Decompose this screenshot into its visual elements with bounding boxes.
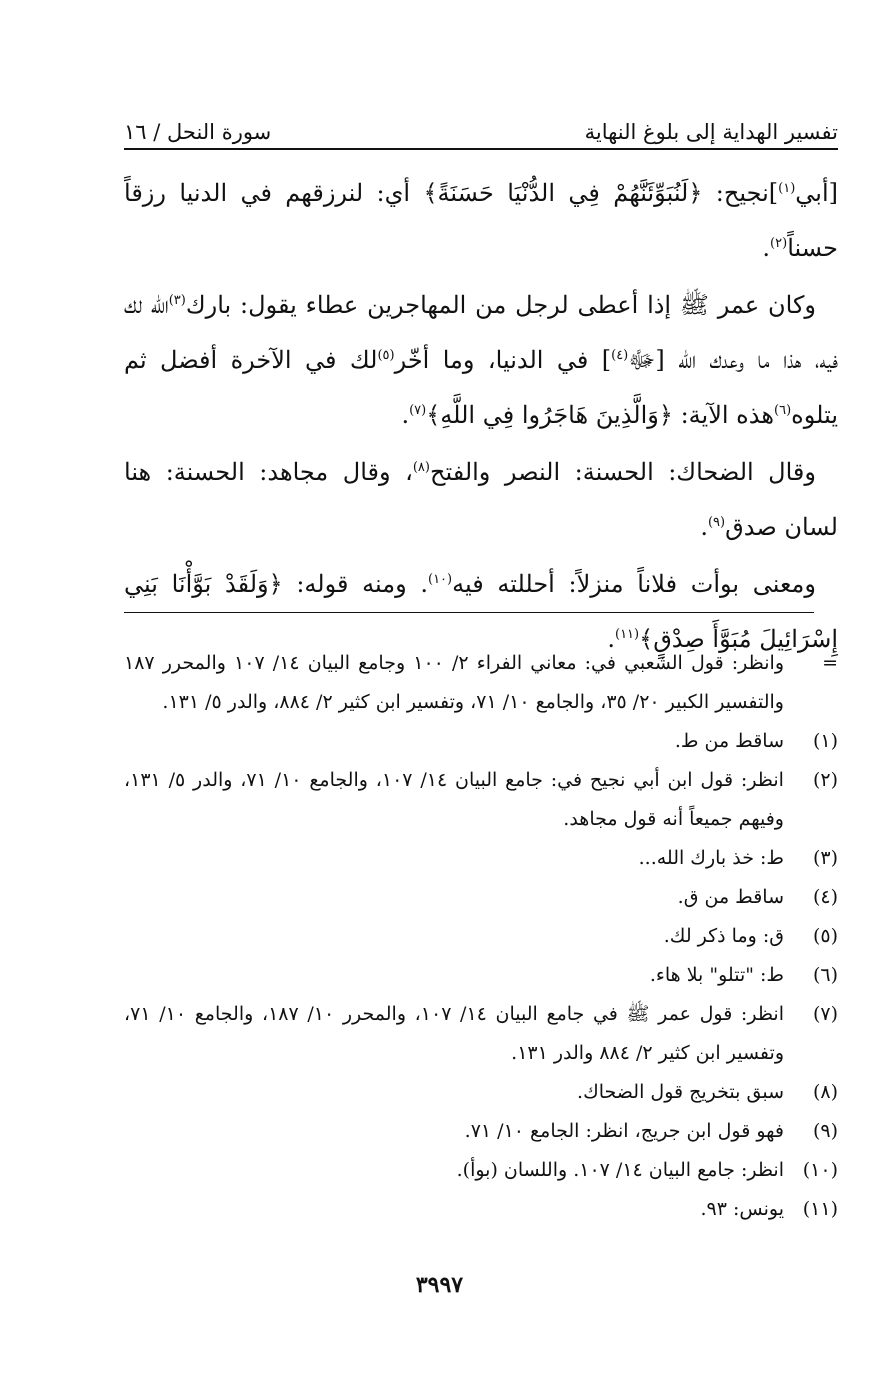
text-run: وكان عمر ﷺ إذا أعطى لرجل من المهاجرين عطاء يقول: بارك [185, 291, 816, 319]
footnote-text: ق: وما ذكر لك. [663, 925, 784, 947]
text-run: . [762, 234, 771, 262]
footnote-text: انظر: قول ابن أبي نجيح في: جامع البيان ١٤/ ١٠٧، والجامع ١٠/ ٧١، والدر ٥/ ١٣١، وفيهم جميعاً أنه قول مجاهد. [124, 769, 784, 830]
footnote-ref: (٢) [770, 236, 788, 251]
footnote-number: (٤) [812, 886, 838, 908]
footnote-item [124, 878, 838, 917]
footnote-ref: (٩) [707, 515, 726, 530]
page-number: ٣٩٩٧ [415, 1272, 464, 1298]
footnote-number: (٩) [812, 1120, 838, 1142]
footnote-ref: (٥) [377, 348, 395, 363]
text-run: لك في الآخرة أفضل ثم يتلوه [124, 346, 838, 429]
footnote-text: انظر: جامع البيان ١٤/ ١٠٧. واللسان (بوأ). [456, 1159, 784, 1181]
paragraph-3 [124, 445, 838, 555]
footnote-text: ط: "تتلو" بلا هاء. [649, 964, 784, 986]
footnote-ref: (٦) [774, 403, 792, 418]
paragraph-2 [124, 278, 838, 443]
footnote-separator [124, 612, 814, 613]
footnote-item [124, 1112, 838, 1151]
main-text [124, 166, 838, 669]
footnote-ref: (١) [778, 181, 796, 196]
footnote-item [124, 1073, 838, 1112]
footnote-item [124, 956, 838, 995]
book-title: تفسير الهداية إلى بلوغ النهاية [584, 120, 838, 144]
footnote-number: (٧) [812, 1003, 838, 1025]
footnote-text: سبق بتخريج قول الضحاك. [577, 1081, 784, 1103]
footnote-number: (١١) [802, 1198, 838, 1220]
footnote-item [124, 761, 838, 839]
header-rule [124, 148, 838, 150]
surah-label: سورة النحل / ١٦ [124, 120, 272, 144]
text-run: وقال الضحاك: الحسنة: النصر والفتح [429, 458, 816, 486]
footnote-text: ط: خذ بارك الله... [638, 847, 784, 869]
footnotes [124, 644, 838, 1229]
text-run: . [607, 625, 615, 653]
text-run: . [401, 401, 410, 429]
text-run: ، وقال مجاهد: الحسنة: هنا لسان صدق [124, 458, 838, 541]
running-header [124, 108, 838, 144]
text-run: . ومنه قوله: ﴿وَلَقَدْ بَوَّأْنَا بَنِي إِسْرَائِيلَ مُبَوَّأَ صِدْقٍ﴾ [124, 570, 838, 653]
footnote-number: (١٠) [802, 1159, 838, 1181]
text-run: ] في الدنيا، وما أخّر [394, 346, 612, 374]
footnote-number: (٨) [812, 1081, 838, 1103]
footnote-item [124, 644, 838, 722]
footnote-item [124, 995, 838, 1073]
footnote-text: انظر: قول عمر ﷺ في جامع البيان ١٤/ ١٠٧، والمحرر ١٠/ ١٨٧، والجامع ١٠/ ٧١، وتفسير ابن كثير ٢/ ٨٨٤ والدر ١٣١. [124, 1003, 784, 1064]
footnote-item [124, 1151, 838, 1190]
footnote-text: يونس: ٩٣. [700, 1198, 784, 1220]
footnote-number: (١) [812, 730, 838, 752]
text-run: هذه الآية: ﴿وَالَّذِينَ هَاجَرُوا فِي اللَّهِ﴾ [426, 401, 775, 429]
footnote-item [124, 1190, 838, 1229]
text-run: ومعنى بوأت فلاناً منزلاً: أحللته فيه [452, 570, 816, 598]
footnote-ref: (٨) [412, 460, 430, 475]
footnote-number: (٢) [812, 769, 838, 791]
footnote-text: فهو قول ابن جريج، انظر: الجامع ١٠/ ٧١. [464, 1120, 784, 1142]
footnote-number: (٦) [812, 964, 838, 986]
footnote-ref: (١٠) [427, 572, 453, 587]
footnote-item [124, 839, 838, 878]
footnote-number: (٥) [812, 925, 838, 947]
text-run: . [700, 513, 708, 541]
text-run: [أبي [795, 179, 838, 207]
footnote-item [124, 917, 838, 956]
footnote-number: = [822, 652, 838, 674]
footnote-ref: (٤) [611, 348, 629, 363]
footnote-text: ساقط من ط. [674, 730, 784, 752]
text-run: الله لك فيه، هذا ما وعدك الله [ﷻ [124, 291, 838, 374]
footnote-number: (٣) [812, 847, 838, 869]
text-run: ]نجيح: ﴿لَنُبَوِّئَنَّهُمْ فِي الدُّنْيَا حَسَنَةً﴾ أي: لنرزقهم في الدنيا رزقاً حسناً [124, 179, 838, 262]
footnote-ref: (١١) [615, 627, 640, 642]
paragraph-1 [124, 166, 838, 276]
footnote-text: وانظر: قول الشعبي في: معاني الفراء ٢/ ١٠٠ وجامع البيان ١٤/ ١٠٧ والمحرر ١٨٧ والتفسير الكبير ٢٠/ ٣٥، والجامع ١٠/ ٧١، وتفسير ابن كثير ٢/ ٨٨٤، والدر ٥/ ١٣١. [124, 652, 784, 713]
footnote-text: ساقط من ق. [677, 886, 784, 908]
footnote-ref: (٧) [409, 403, 427, 418]
footnote-ref: (٣) [168, 293, 186, 308]
footnote-item [124, 722, 838, 761]
